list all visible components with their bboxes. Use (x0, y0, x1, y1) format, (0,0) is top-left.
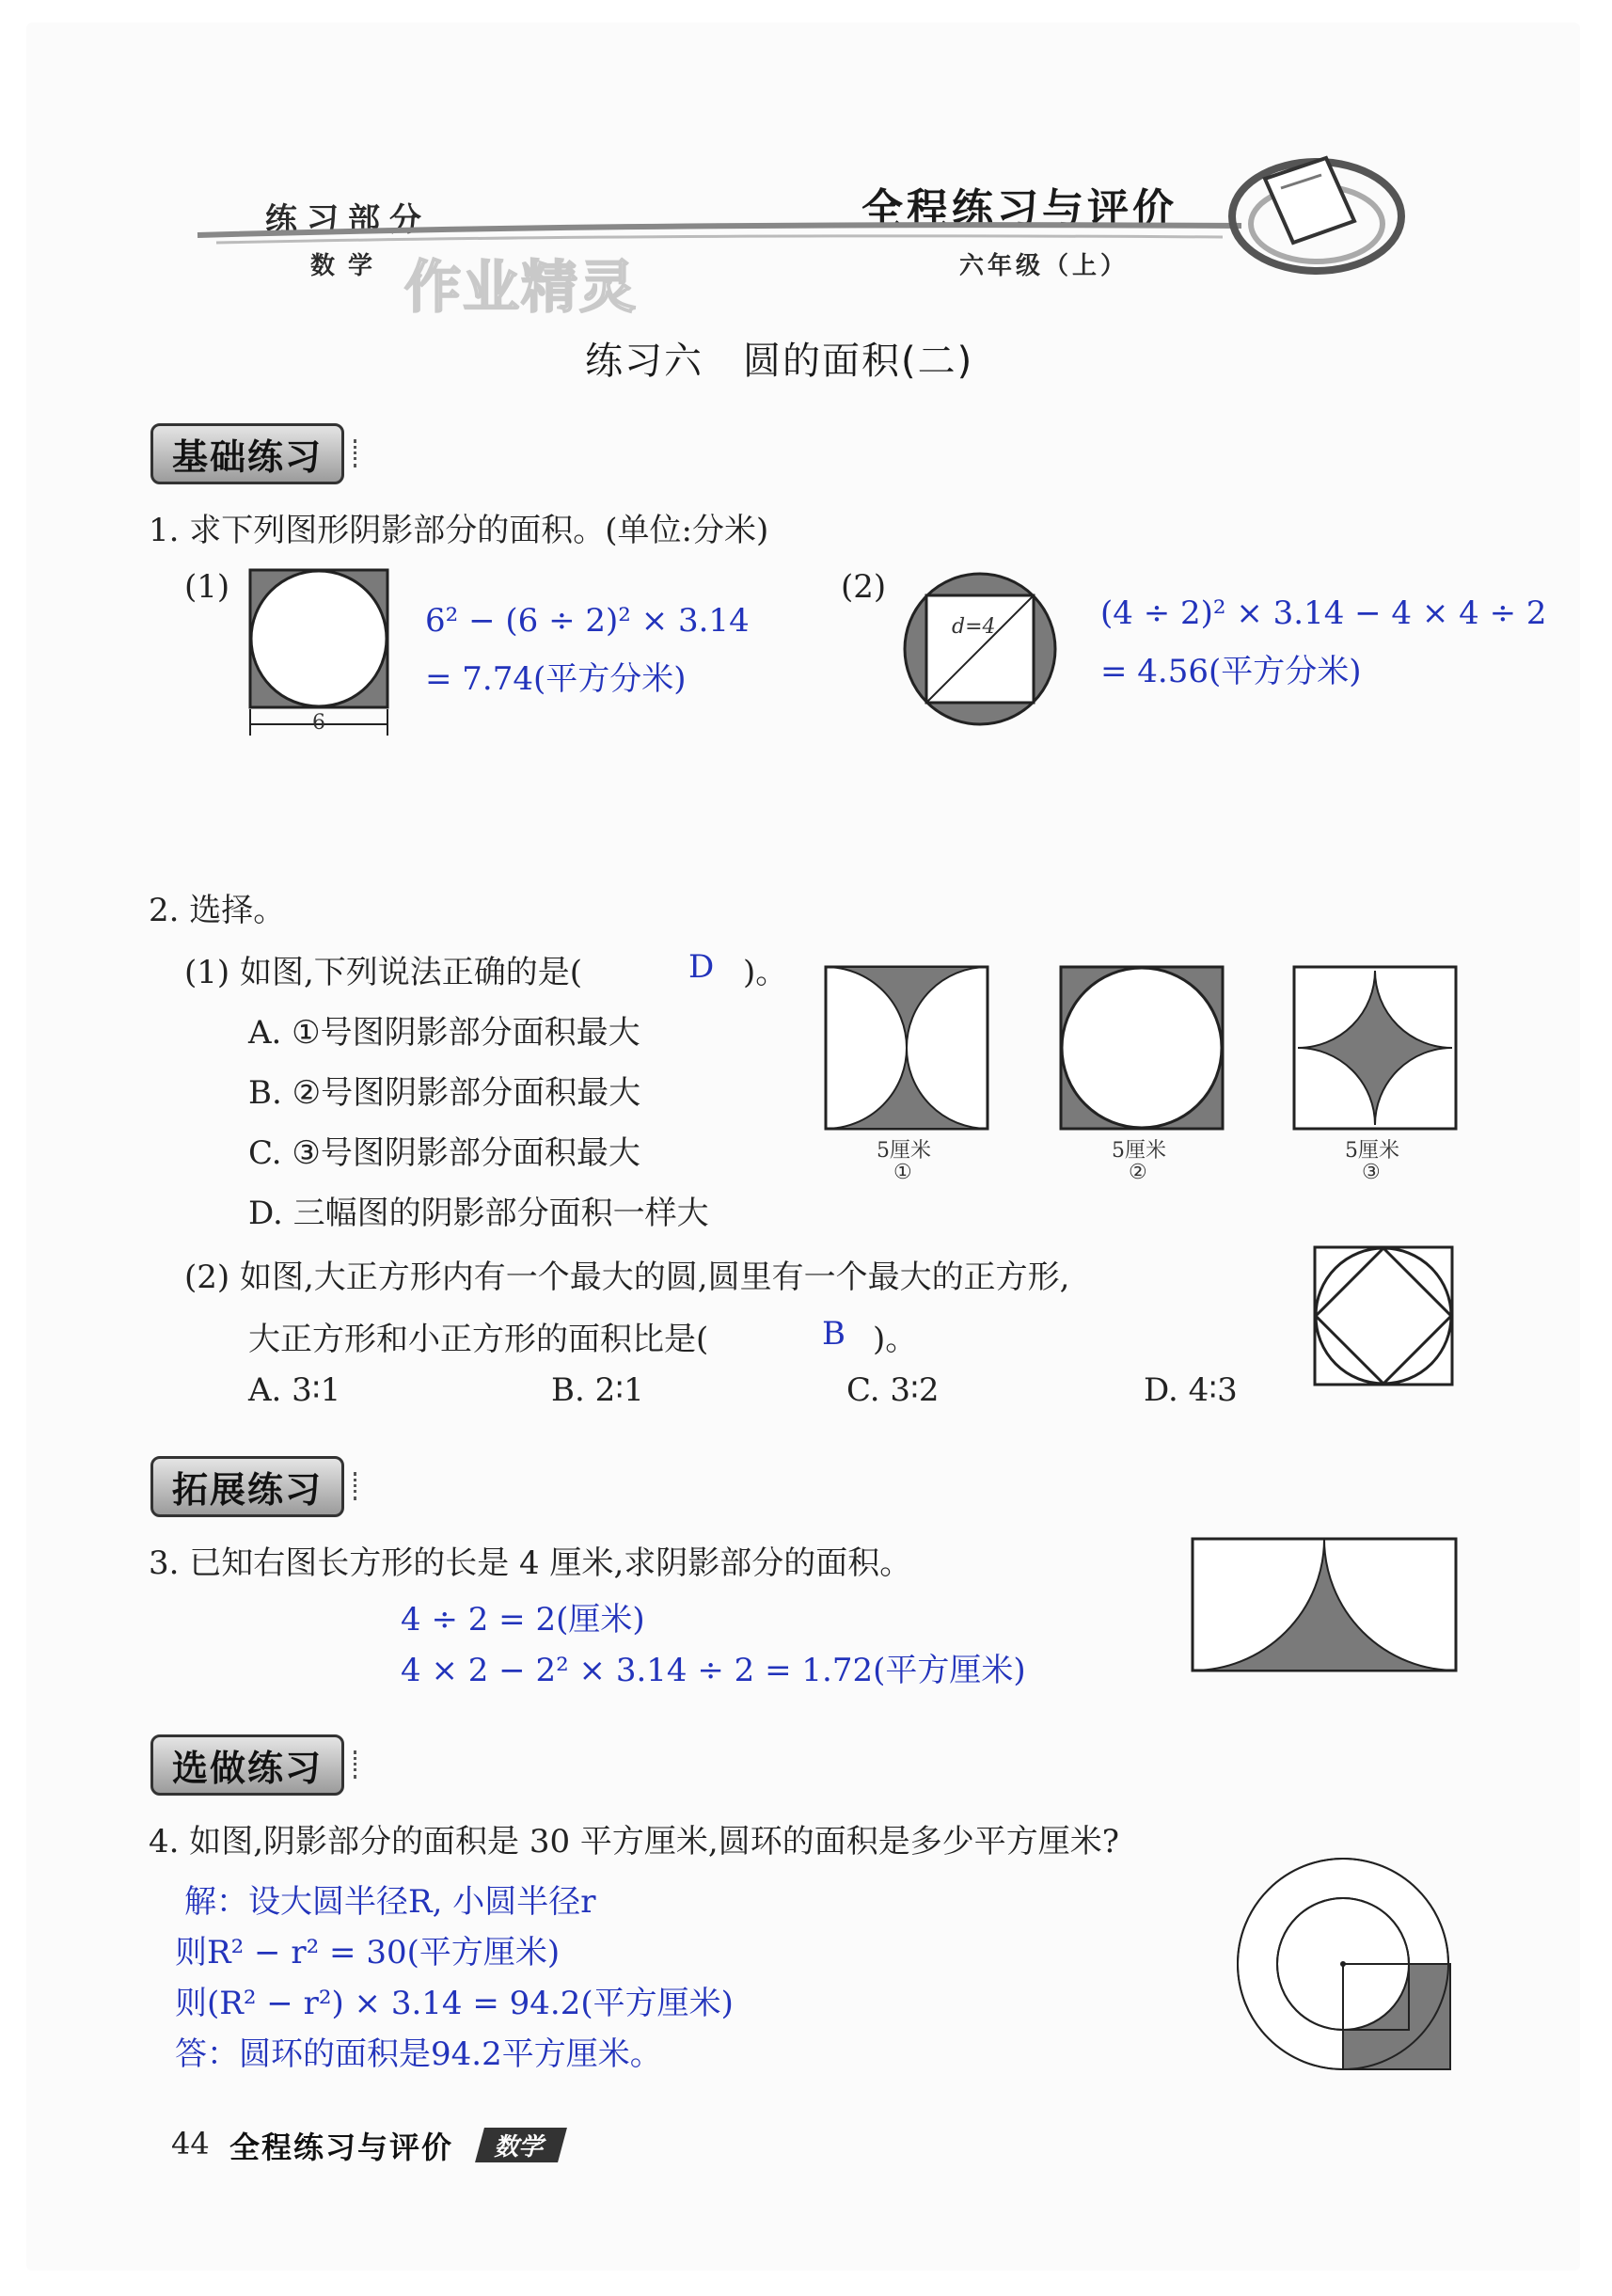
q2-figure3 (1292, 965, 1462, 1134)
q1-part2-answer-line1: (4 ÷ 2)² × 3.14 − 4 × 4 ÷ 2 (1100, 594, 1547, 632)
q1-part1-answer-line1: 6² − (6 ÷ 2)² × 3.14 (425, 602, 750, 640)
page-title: 练习六 圆的面积(二) (585, 340, 974, 383)
watermark: 作业精灵 (404, 255, 638, 321)
q2-option-d: D. 三幅图的阴影部分面积一样大 (248, 1195, 709, 1232)
q4-stem: 4. 如图,阴影部分的面积是 30 平方厘米,圆环的面积是多少平方厘米? (149, 1823, 1119, 1861)
q2-part1-close: )。 (743, 954, 788, 991)
q2-part2-option-a: A. 3∶1 (248, 1371, 341, 1409)
section-basic: 基础练习 (150, 423, 344, 484)
q2-option-c: C. ③号图阴影部分面积最大 (248, 1134, 640, 1172)
q2-part2-answer: B (822, 1315, 846, 1353)
section-optional: 选做练习 (150, 1734, 344, 1796)
header-grade: 六年级（上） (959, 252, 1130, 280)
q4-figure (1236, 1857, 1462, 2082)
q1-figure2-dim: d=4 (952, 615, 996, 639)
header-left-title: 练习部分 (265, 201, 431, 239)
q2-figure1-num: ① (893, 1161, 912, 1184)
q2-part2-line1: (2) 如图,大正方形内有一个最大的圆,圆里有一个最大的正方形, (184, 1259, 1070, 1296)
q4-answer-line4: 答：圆环的面积是94.2平方厘米。 (175, 2035, 662, 2073)
footer-subject-tag: 数学 (475, 2128, 567, 2162)
q2-option-a: A. ①号图阴影部分面积最大 (248, 1014, 640, 1052)
q1-part1-label: (1) (184, 568, 230, 606)
header-decoration (0, 0, 1612, 301)
q2-part2-option-b: B. 2∶1 (551, 1371, 644, 1409)
q2-figure2 (1059, 965, 1228, 1134)
q1-part1-answer-line2: = 7.74(平方分米) (425, 660, 687, 698)
q2-part1-text: (1) 如图,下列说法正确的是( (184, 954, 583, 991)
q1-figure1-dim: 6 (312, 711, 325, 735)
q4-answer-line3: 则(R² − r²) × 3.14 = 94.2(平方厘米) (175, 1985, 734, 2022)
q3-answer-line1: 4 ÷ 2 = 2(厘米) (401, 1601, 645, 1639)
q2-part1-answer: D (688, 948, 715, 986)
q2-figure3-label: 5厘米 (1345, 1139, 1399, 1163)
q2-part2-close: )。 (873, 1321, 918, 1358)
q2-figure2-label: 5厘米 (1112, 1139, 1166, 1163)
q2-part2-option-d: D. 4∶3 (1144, 1371, 1238, 1409)
q4-answer-line2: 则R² − r² = 30(平方厘米) (175, 1934, 561, 1971)
header-subject: 数学 (310, 252, 387, 280)
q2-part2-line2: 大正方形和小正方形的面积比是( (248, 1321, 709, 1358)
q2-figure1-label: 5厘米 (877, 1139, 931, 1163)
q4-answer-line1: 解：设大圆半径R, 小圆半径r (184, 1883, 596, 1921)
q1-figure2 (901, 570, 1061, 730)
q2-stem: 2. 选择。 (149, 892, 286, 929)
q1-part2-answer-line2: = 4.56(平方分米) (1100, 653, 1362, 690)
q3-answer-line2: 4 × 2 − 2² × 3.14 ÷ 2 = 1.72(平方厘米) (401, 1652, 1026, 1689)
footer-book-title: 全程练习与评价 (229, 2130, 454, 2165)
q3-figure (1191, 1537, 1463, 1678)
q2-part2-option-c: C. 3∶2 (846, 1371, 940, 1409)
q2-figure3-num: ③ (1362, 1161, 1381, 1184)
q2-part2-figure (1313, 1245, 1463, 1396)
header-right-title: 全程练习与评价 (861, 185, 1177, 233)
q2-figure1 (824, 965, 993, 1134)
section-extend: 拓展练习 (150, 1456, 344, 1517)
q1-stem: 1. 求下列图形阴影部分的面积。(单位:分米) (149, 512, 769, 549)
footer-page-number: 44 (171, 2126, 210, 2161)
q2-option-b: B. ②号图阴影部分面积最大 (248, 1074, 641, 1112)
q2-figure2-num: ② (1129, 1161, 1147, 1184)
q1-part2-label: (2) (841, 568, 887, 606)
q3-stem: 3. 已知右图长方形的长是 4 厘米,求阴影部分的面积。 (149, 1544, 912, 1582)
